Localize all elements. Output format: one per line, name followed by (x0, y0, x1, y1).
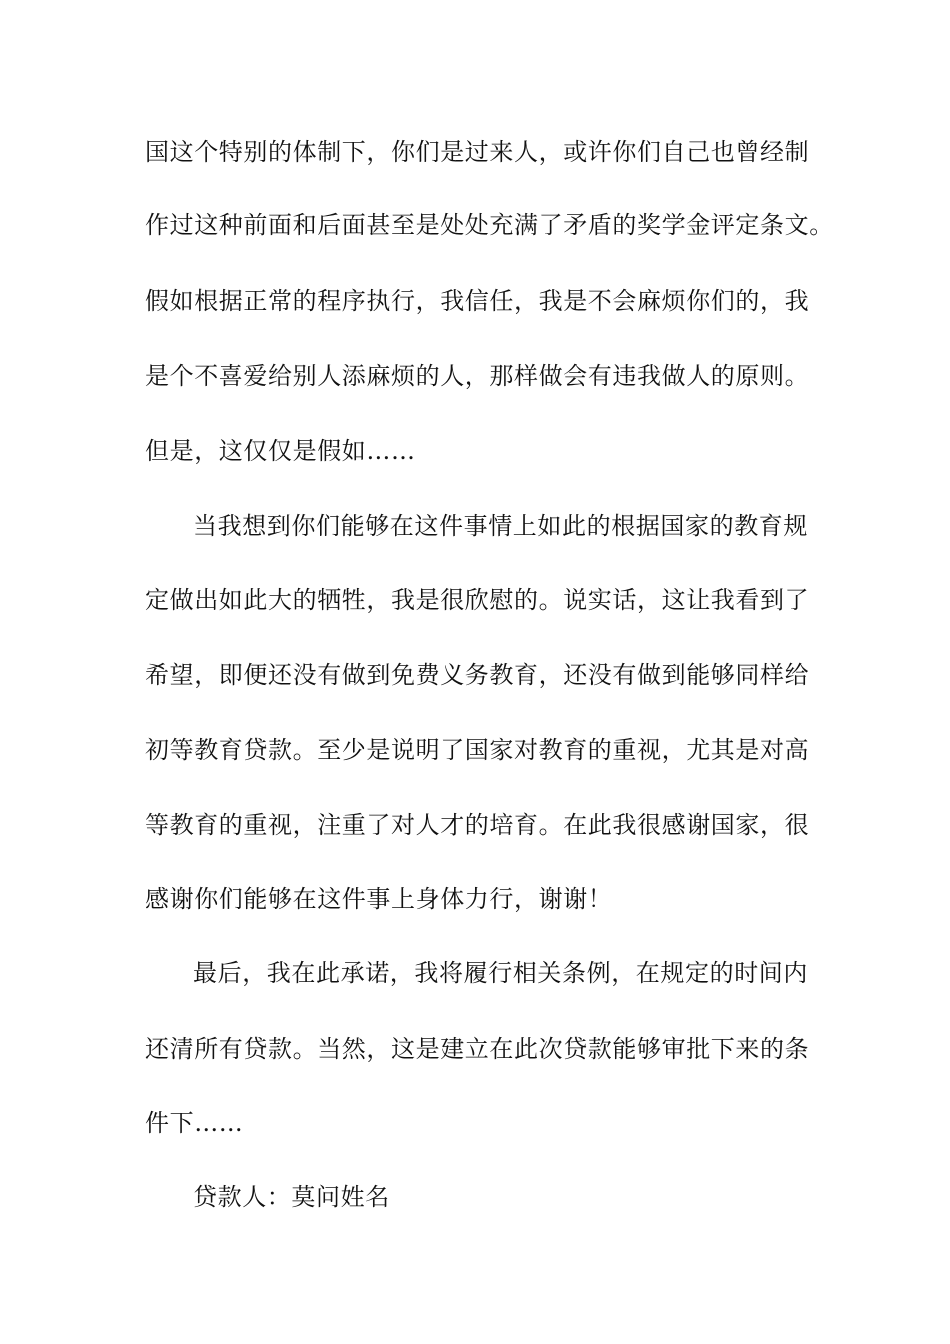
text-line: 作过这种前面和后面甚至是处处充满了矛盾的奖学金评定条文。 (145, 211, 834, 239)
text-line: 国这个特别的体制下，你们是过来人，或许你们自己也曾经制 (145, 138, 810, 166)
paragraph-start-line: 当我想到你们能够在这件事情上如此的根据国家的教育规 (193, 512, 808, 540)
text-line: 定做出如此大的牺牲，我是很欣慰的。说实话，这让我看到了 (145, 586, 810, 614)
text-line: 假如根据正常的程序执行，我信任，我是不会麻烦你们的，我 (145, 287, 810, 315)
text-line: 感谢你们能够在这件事上身体力行，谢谢！ (145, 885, 613, 913)
text-line: 还清所有贷款。当然，这是建立在此次贷款能够审批下来的条 (145, 1035, 810, 1063)
text-line: 希望，即便还没有做到免费义务教育，还没有做到能够同样给 (145, 661, 810, 689)
paragraph-start-line: 最后，我在此承诺，我将履行相关条例，在规定的时间内 (193, 959, 808, 987)
signature-line: 贷款人：莫问姓名 (193, 1183, 390, 1211)
text-line: 等教育的重视，注重了对人才的培育。在此我很感谢国家，很 (145, 811, 810, 839)
text-line: 但是，这仅仅是假如…… (145, 437, 416, 465)
text-line: 初等教育贷款。至少是说明了国家对教育的重视，尤其是对高 (145, 736, 810, 764)
text-line: 是个不喜爱给别人添麻烦的人，那样做会有违我做人的原则。 (145, 362, 810, 390)
text-line: 件下…… (145, 1109, 244, 1137)
